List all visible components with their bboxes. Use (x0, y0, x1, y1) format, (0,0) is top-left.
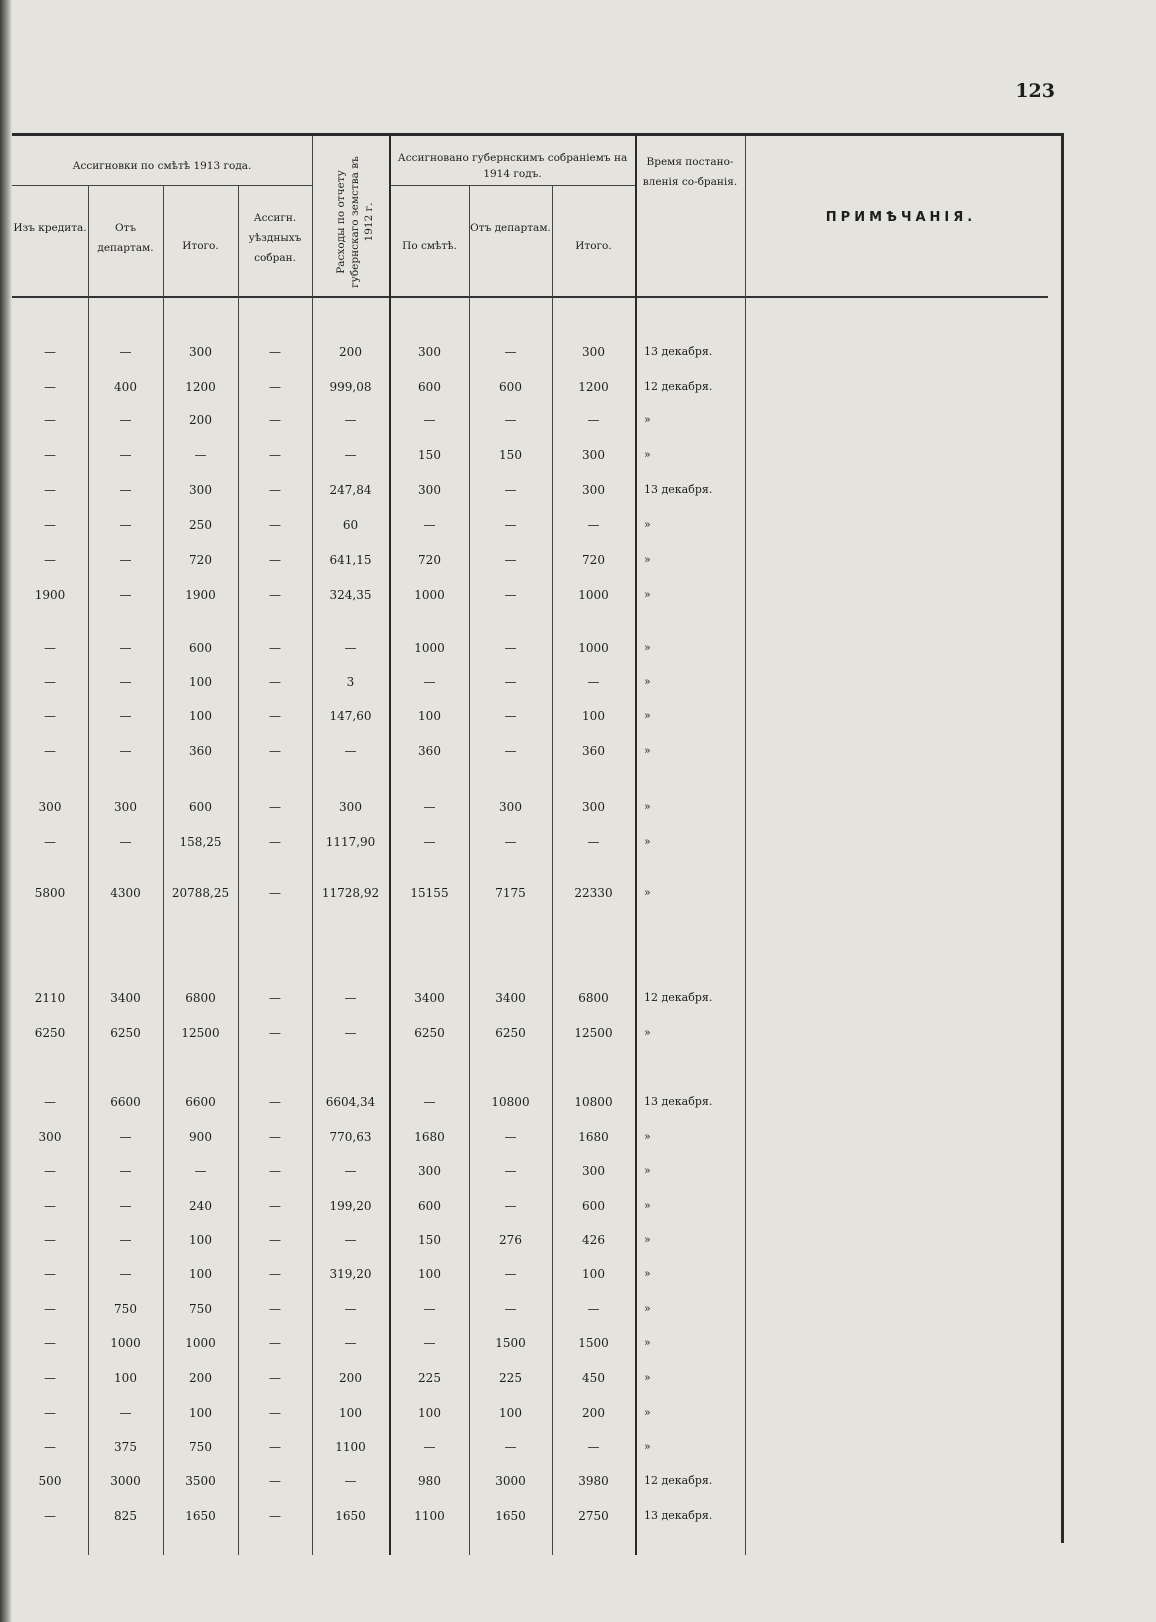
table-cell: — (269, 413, 281, 427)
table-cell: — (119, 483, 132, 497)
table-cell: » (644, 744, 651, 757)
table-cell: 7175 (495, 886, 526, 900)
table-cell: 100 (418, 1267, 441, 1281)
table-cell: 10800 (574, 1095, 613, 1109)
table-cell: — (269, 1267, 281, 1281)
table-cell: — (344, 1336, 357, 1350)
table-cell: — (504, 835, 517, 849)
table-cell: — (44, 1233, 56, 1247)
table-cell: 360 (582, 744, 605, 758)
table-cell: 900 (189, 1130, 212, 1144)
table-cell: — (119, 448, 132, 462)
table-cell: 100 (582, 709, 605, 723)
table-cell: — (344, 991, 357, 1005)
table-cell: — (269, 1026, 281, 1040)
table-cell: » (644, 1199, 651, 1212)
table-cell: 1100 (335, 1440, 366, 1454)
table-cell: — (44, 483, 56, 497)
col-from-dept-1914: Отъ департам. (470, 222, 551, 234)
table-cell: 12500 (574, 1026, 613, 1040)
table-cell: » (644, 641, 651, 654)
table-cell: 1117,90 (325, 835, 376, 849)
table-cell: 600 (189, 800, 212, 814)
page-gutter-shadow (0, 0, 12, 1622)
table-cell: » (644, 1440, 651, 1453)
table-cell: 300 (418, 1164, 441, 1178)
table-cell: 600 (418, 1199, 441, 1213)
table-cell: — (269, 991, 281, 1005)
table-cell: » (644, 709, 651, 722)
table-cell: 825 (114, 1509, 137, 1523)
col-from-dept: Отъ департам. (97, 222, 154, 254)
col-district-assign: Ассигн. уѣздныхъ собран. (248, 212, 302, 264)
table-cell: — (44, 448, 56, 462)
table-cell: 200 (189, 413, 212, 427)
table-cell: » (644, 1233, 651, 1246)
group1-underline (12, 185, 312, 186)
group2-underline (390, 185, 635, 186)
table-cell: 324,35 (329, 588, 372, 602)
table-cell: 300 (582, 345, 605, 359)
table-cell: 720 (582, 553, 605, 567)
table-cell: 1650 (185, 1509, 216, 1523)
table-cell: » (644, 675, 651, 688)
table-cell: 999,08 (329, 380, 372, 394)
table-cell: 100 (582, 1267, 605, 1281)
table-cell: 300 (582, 800, 605, 814)
table-cell: — (194, 448, 207, 462)
notes-title: ПРИМѢЧАНІЯ. (825, 210, 977, 225)
table-cell: — (44, 1509, 56, 1523)
table-cell: — (504, 709, 517, 723)
table-cell: — (344, 1233, 357, 1247)
table-cell: 1900 (34, 588, 66, 602)
table-cell: — (269, 709, 281, 723)
table-cell: — (44, 709, 56, 723)
header-rule (12, 296, 1048, 298)
table-cell: 1680 (578, 1130, 609, 1144)
table-cell: — (504, 1302, 517, 1316)
table-cell: — (269, 675, 281, 689)
table-cell: 1000 (414, 641, 445, 655)
table-cell: — (587, 1302, 600, 1316)
table-cell: 150 (499, 448, 522, 462)
table-cell: — (344, 744, 357, 758)
table-cell: 980 (418, 1474, 441, 1488)
table-cell: — (119, 553, 132, 567)
table-cell: — (119, 1406, 132, 1420)
table-cell: — (587, 835, 600, 849)
table-cell: — (269, 1406, 281, 1420)
table-cell: » (644, 1336, 651, 1349)
table-cell: 300 (189, 483, 212, 497)
col-time: Время постано-вленія со-бранія. (642, 156, 738, 188)
table-cell: — (44, 1164, 56, 1178)
table-cell: — (269, 835, 281, 849)
table-cell: 300 (582, 1164, 605, 1178)
table-cell: — (44, 413, 56, 427)
table-cell: 720 (418, 553, 441, 567)
table-cell: 13 декабря. (644, 345, 713, 358)
table-cell: 20788,25 (171, 886, 230, 900)
table-cell: » (644, 1026, 651, 1039)
table-cell: — (269, 1130, 281, 1144)
table-cell: 11728,92 (321, 886, 380, 900)
table-cell: — (504, 641, 517, 655)
table-cell: 100 (418, 1406, 441, 1420)
table-cell: — (423, 1095, 436, 1109)
table-cell: 12500 (181, 1026, 220, 1040)
table-cell: — (269, 588, 281, 602)
table-cell: » (644, 1371, 651, 1384)
table-cell: » (644, 1406, 651, 1419)
table-cell: 13 декабря. (644, 1095, 713, 1108)
table-cell: 22330 (574, 886, 613, 900)
table-cell: 1000 (185, 1336, 216, 1350)
table-cell: 100 (339, 1406, 362, 1420)
table-cell: 770,63 (329, 1130, 372, 1144)
table-cell: — (344, 413, 357, 427)
table-cell: » (644, 1164, 651, 1177)
table-cell: — (504, 1267, 517, 1281)
table-cell: 1000 (110, 1336, 141, 1350)
table-cell: 6250 (110, 1026, 141, 1040)
table-cell: » (644, 886, 651, 899)
table-cell: 12 декабря. (644, 1474, 713, 1487)
table-cell: 150 (418, 448, 441, 462)
table-cell: 240 (189, 1199, 212, 1213)
table-cell: — (44, 345, 56, 359)
col-expenses-1912: Расходы по отчету губернскаго земства въ 1912 г. (335, 156, 375, 288)
table-cell: — (269, 380, 281, 394)
table-cell: 10800 (491, 1095, 530, 1109)
table-cell: 200 (339, 345, 362, 359)
table-cell: 300 (38, 1130, 62, 1144)
table-cell: 247,84 (329, 483, 372, 497)
col-from-credit: Изъ кредита. (13, 222, 87, 234)
table-cell: — (504, 518, 517, 532)
table-cell: — (44, 1440, 56, 1454)
table-cell: 158,25 (179, 835, 222, 849)
table-cell: » (644, 588, 651, 601)
table-cell: — (587, 1440, 600, 1454)
table-cell: 426 (582, 1233, 605, 1247)
table-cell: — (269, 886, 281, 900)
table-cell: — (423, 675, 436, 689)
table-cell: 100 (418, 709, 441, 723)
table-cell: 12 декабря. (644, 380, 713, 393)
table-cell: 2110 (34, 991, 66, 1005)
table-cell: — (119, 1164, 132, 1178)
table-cell: — (344, 448, 357, 462)
table-cell: — (344, 1026, 357, 1040)
table-cell: 6600 (110, 1095, 141, 1109)
table-cell: — (44, 1302, 56, 1316)
table-cell: — (119, 1233, 132, 1247)
table-cell: — (119, 709, 132, 723)
table-cell: 750 (189, 1440, 212, 1454)
table-cell: 147,60 (329, 709, 372, 723)
table-cell: — (194, 1164, 207, 1178)
table-cell: 300 (339, 800, 362, 814)
table-cell: 3 (346, 675, 355, 689)
table-cell: — (269, 1095, 281, 1109)
table-cell: 375 (114, 1440, 137, 1454)
table-cell: 1500 (578, 1336, 609, 1350)
table-cell: 1650 (335, 1509, 366, 1523)
table-cell: 400 (114, 380, 137, 394)
table-cell: — (423, 800, 436, 814)
table-cell: 2750 (578, 1509, 609, 1523)
table-cell: 600 (499, 380, 522, 394)
table-cell: — (344, 641, 357, 655)
table-cell: — (344, 1164, 357, 1178)
table-cell: 200 (339, 1371, 362, 1385)
table-cell: 6604,34 (325, 1095, 376, 1109)
table-cell: 1650 (495, 1509, 526, 1523)
table-cell: 200 (189, 1371, 212, 1385)
table-cell: 1680 (414, 1130, 445, 1144)
table-cell: — (423, 835, 436, 849)
table-cell: — (504, 744, 517, 758)
table-cell: 60 (342, 518, 359, 532)
table-cell: — (44, 835, 56, 849)
table-cell: — (44, 1336, 56, 1350)
table-cell: 225 (418, 1371, 441, 1385)
table-cell: — (504, 553, 517, 567)
table-cell: 600 (418, 380, 441, 394)
table-cell: — (504, 413, 517, 427)
table-cell: — (504, 345, 517, 359)
table-cell: — (423, 1336, 436, 1350)
table-cell: — (269, 1199, 281, 1213)
table-cell: — (269, 1233, 281, 1247)
table-cell: 150 (418, 1233, 441, 1247)
table-cell: — (504, 1164, 517, 1178)
table-cell: 6250 (414, 1026, 445, 1040)
col-by-estimate: По смѣтѣ. (402, 240, 457, 252)
table-cell: — (269, 1164, 281, 1178)
table-cell: 250 (189, 518, 212, 532)
table-cell: » (644, 553, 651, 566)
column-divider (745, 136, 746, 1555)
table-cell: 300 (114, 800, 137, 814)
table-cell: 600 (582, 1199, 605, 1213)
table-cell: 1000 (578, 641, 609, 655)
table-cell: — (119, 835, 132, 849)
table-cell: » (644, 1130, 651, 1143)
table-cell: » (644, 518, 651, 531)
table-cell: 360 (189, 744, 212, 758)
table-cell: 300 (418, 483, 441, 497)
table-cell: 641,15 (329, 553, 372, 567)
table-cell: — (504, 1130, 517, 1144)
top-rule (12, 133, 1063, 136)
table-cell: — (269, 345, 281, 359)
table-cell: » (644, 1267, 651, 1280)
table-cell: 3400 (110, 991, 141, 1005)
table-cell: — (119, 641, 132, 655)
table-cell: — (44, 675, 56, 689)
table-cell: » (644, 835, 651, 848)
table-cell: » (644, 448, 651, 461)
table-cell: 450 (582, 1371, 605, 1385)
table-cell: — (423, 1440, 436, 1454)
table-cell: 1200 (185, 380, 216, 394)
table-cell: — (44, 1406, 56, 1420)
table-cell: — (344, 1474, 357, 1488)
table-cell: 3000 (495, 1474, 526, 1488)
table-cell: — (504, 1440, 517, 1454)
table-cell: — (44, 518, 56, 532)
table-cell: — (269, 1336, 281, 1350)
table-cell: 100 (499, 1406, 522, 1420)
table-cell: » (644, 413, 651, 426)
table-cell: — (423, 518, 436, 532)
table-cell: 6250 (34, 1026, 66, 1040)
table-cell: — (269, 553, 281, 567)
table-cell: 750 (189, 1302, 212, 1316)
table-cell: — (504, 675, 517, 689)
table-cell: — (119, 675, 132, 689)
table-cell: 100 (189, 709, 212, 723)
table-cell: — (119, 744, 132, 758)
table-cell: — (587, 518, 600, 532)
table-cell: 300 (418, 345, 441, 359)
table-cell: 720 (189, 553, 212, 567)
table-cell: — (269, 641, 281, 655)
table-cell: — (44, 641, 56, 655)
table-cell: 319,20 (329, 1267, 372, 1281)
table-cell: — (504, 483, 517, 497)
table-cell: — (269, 1474, 281, 1488)
table-cell: 12 декабря. (644, 991, 713, 1004)
table-cell: 1200 (578, 380, 609, 394)
table-cell: 100 (189, 1233, 212, 1247)
table-cell: 6800 (578, 991, 609, 1005)
page-number: 123 (1015, 80, 1055, 102)
table-cell: — (423, 413, 436, 427)
table-cell: 6250 (495, 1026, 526, 1040)
table-cell: — (119, 345, 132, 359)
table-cell: — (269, 744, 281, 758)
table-cell: 4300 (110, 886, 141, 900)
group1-title: Ассигновки по смѣтѣ 1913 года. (72, 160, 252, 172)
table-cell: — (119, 1130, 132, 1144)
table-cell: — (269, 1302, 281, 1316)
table-cell: 225 (499, 1371, 522, 1385)
table-cell: 199,20 (329, 1199, 372, 1213)
table-cell: — (344, 1302, 357, 1316)
table-cell: — (44, 1267, 56, 1281)
table-cell: 200 (582, 1406, 605, 1420)
table-cell: 6600 (185, 1095, 216, 1109)
table-cell: 750 (114, 1302, 137, 1316)
col-total-1914: Итого. (575, 240, 612, 252)
table-cell: 100 (189, 1406, 212, 1420)
table-cell: 3980 (578, 1474, 609, 1488)
table-cell: — (44, 380, 56, 394)
table-cell: 300 (499, 800, 522, 814)
table-cell: 3500 (185, 1474, 216, 1488)
table-cell: — (44, 1371, 56, 1385)
table-cell: » (644, 800, 651, 813)
table-cell: 100 (189, 675, 212, 689)
table-cell: » (644, 1302, 651, 1315)
table-cell: — (119, 413, 132, 427)
table-cell: 1500 (495, 1336, 526, 1350)
table-cell: — (119, 1199, 132, 1213)
table-cell: — (119, 588, 132, 602)
table-cell: — (423, 1302, 436, 1316)
table-cell: 300 (582, 483, 605, 497)
table-cell: 500 (38, 1474, 62, 1488)
table-cell: — (587, 675, 600, 689)
table-cell: — (119, 1267, 132, 1281)
table-cell: 300 (38, 800, 62, 814)
table-cell: 5800 (34, 886, 66, 900)
table-cell: 13 декабря. (644, 1509, 713, 1522)
table-cell: — (44, 744, 56, 758)
table-cell: — (44, 1199, 56, 1213)
table-cell: 3000 (110, 1474, 141, 1488)
table-cell: — (587, 413, 600, 427)
group2-title: Ассигновано губернскимъ собраніемъ на 1914 годъ. (397, 152, 628, 180)
table-cell: — (504, 1199, 517, 1213)
table-cell: 3400 (414, 991, 445, 1005)
table-cell: 1000 (414, 588, 445, 602)
table-cell: 3400 (495, 991, 526, 1005)
table-cell: 13 декабря. (644, 483, 713, 496)
table-cell: 276 (499, 1233, 522, 1247)
table-cell: — (269, 448, 281, 462)
table-cell: 15155 (410, 886, 449, 900)
table-cell: — (269, 483, 281, 497)
table-cell: 1100 (414, 1509, 445, 1523)
table-cell: — (504, 588, 517, 602)
table-cell: 600 (189, 641, 212, 655)
table-cell: — (119, 518, 132, 532)
col-total: Итого. (182, 240, 219, 252)
table-cell: 6800 (185, 991, 216, 1005)
table-cell: — (269, 1509, 281, 1523)
right-rule (1061, 133, 1064, 1543)
table-cell: 360 (418, 744, 441, 758)
table-cell: 300 (189, 345, 212, 359)
table-cell: 1000 (578, 588, 609, 602)
table-cell: — (269, 1371, 281, 1385)
table-cell: — (269, 800, 281, 814)
table-cell: — (269, 1440, 281, 1454)
table-cell: — (44, 553, 56, 567)
table-cell: — (44, 1095, 56, 1109)
table-cell: — (269, 518, 281, 532)
table-cell: 100 (114, 1371, 137, 1385)
table-cell: 1900 (185, 588, 216, 602)
table-cell: 100 (189, 1267, 212, 1281)
table-cell: 300 (582, 448, 605, 462)
